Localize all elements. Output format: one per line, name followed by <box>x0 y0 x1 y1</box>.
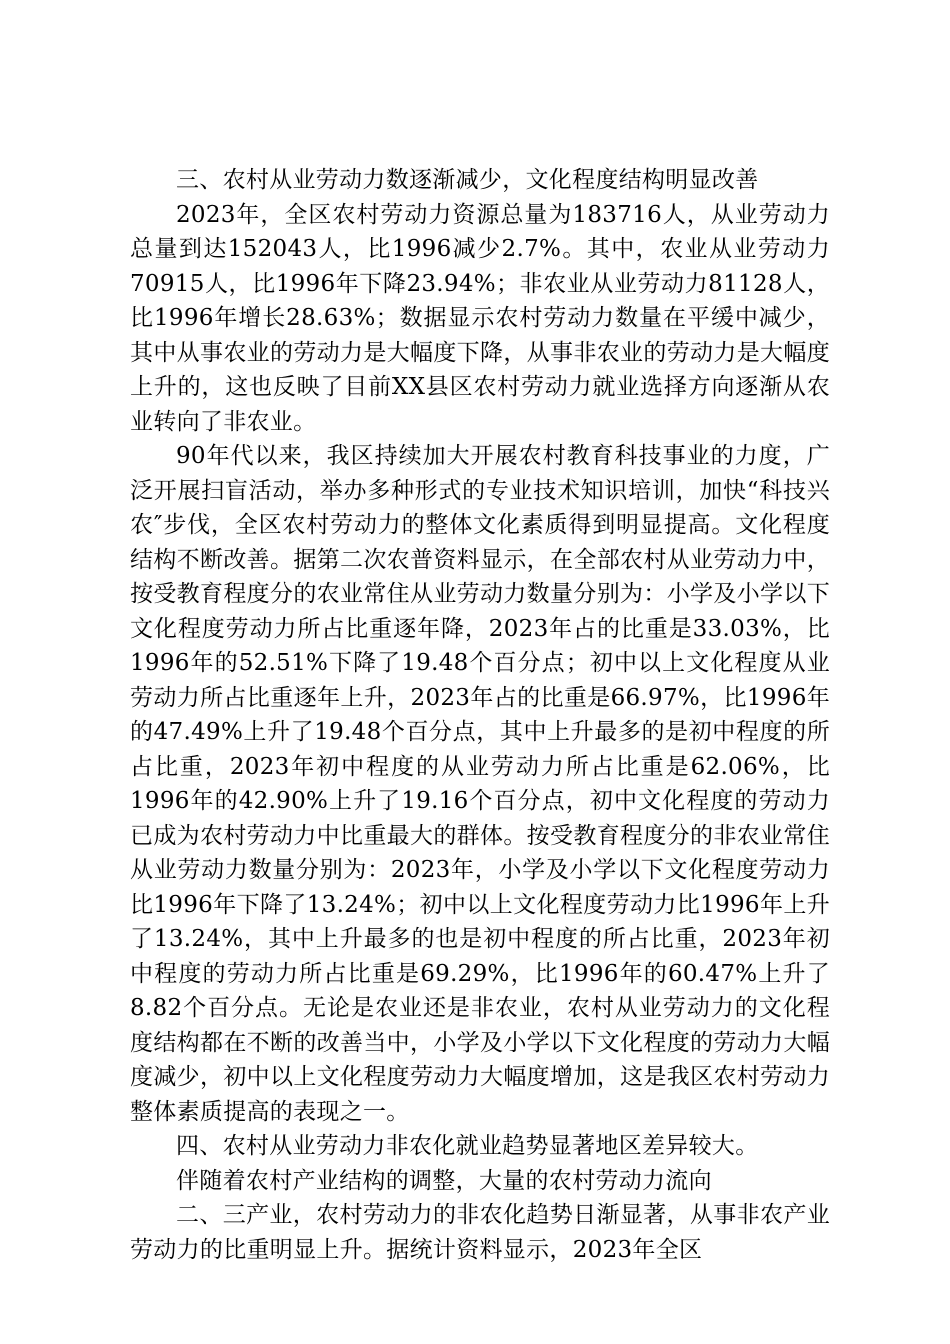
paragraph-non-agricultural-trend: 二、三产业，农村劳动力的非农化趋势日渐显著，从事非农产业劳动力的比重明显上升。据统计资料显示，2023年全区 <box>130 1202 830 1263</box>
paragraph-labor-force-total: 2023年，全区农村劳动力资源总量为183716人，从业劳动力总量到达152043人，比1996减少2.7%。其中，农业从业劳动力70915人，比1996年下降23.94%；非农业从业劳动力81128人，比1996年增长28.63%；数据显示农村劳动力数量在平缓中减少，其中从事农业的劳动力是大幅度下降，从事非农业的劳动力是大幅度上升的，这也反映了目前XX县区农村劳动力就业选择方向逐渐从农业转向了非农业。 <box>130 201 830 435</box>
paragraph-industry-shift-intro: 伴随着农村产业结构的调整，大量的农村劳动力流向 <box>176 1167 712 1194</box>
section-heading-three: 三、农村从业劳动力数逐渐减少，文化程度结构明显改善 <box>176 167 759 193</box>
document-body <box>130 163 830 1267</box>
section-heading-four: 四、农村从业劳动力非农化就业趋势显著地区差异较大。 <box>176 1133 759 1159</box>
paragraph-education-structure: 90年代以来，我区持续加大开展农村教育科技事业的力度，广泛开展扫盲活动，举办多种形式的专业技术知识培训，加快“科技兴农″步伐，全区农村劳动力的整体文化素质得到明显提高。文化程度结构不断改善。据第二次农普资料显示，在全部农村从业劳动力中，按受教育程度分的农业常住从业劳动力数量分别为：小学及小学以下文化程度劳动力所占比重逐年降，2023年占的比重是33.03%，比1996年的52.51%下降了19.48个百分点；初中以上文化程度从业劳动力所占比重逐年上升，2023年占的比重是66.97%，比1996年的47.49%上升了19.48个百分点，其中上升最多的是初中程度的所占比重，2023年初中程度的从业劳动力所占比重是62.06%，比1996年的42.90%上升了19.16个百分点，初中文化程度的劳动力已成为农村劳动力中比重最大的群体。按受教育程度分的非农业常住从业劳动力数量分别为：2023年，小学及小学以下文化程度劳动力比1996年下降了13.24%；初中以上文化程度劳动力比1996年上升了13.24%，其中上升最多的也是初中程度的所占比重，2023年初中程度的劳动力所占比重是69.29%，比1996年的60.47%上升了8.82个百分点。无论是农业还是非农业，农村从业劳动力的文化程度结构都在不断的改善当中，小学及小学以下文化程度的劳动力大幅度减少，初中以上文化程度劳动力大幅度增加，这是我区农村劳动力整体素质提高的表现之一。 <box>130 443 830 1125</box>
